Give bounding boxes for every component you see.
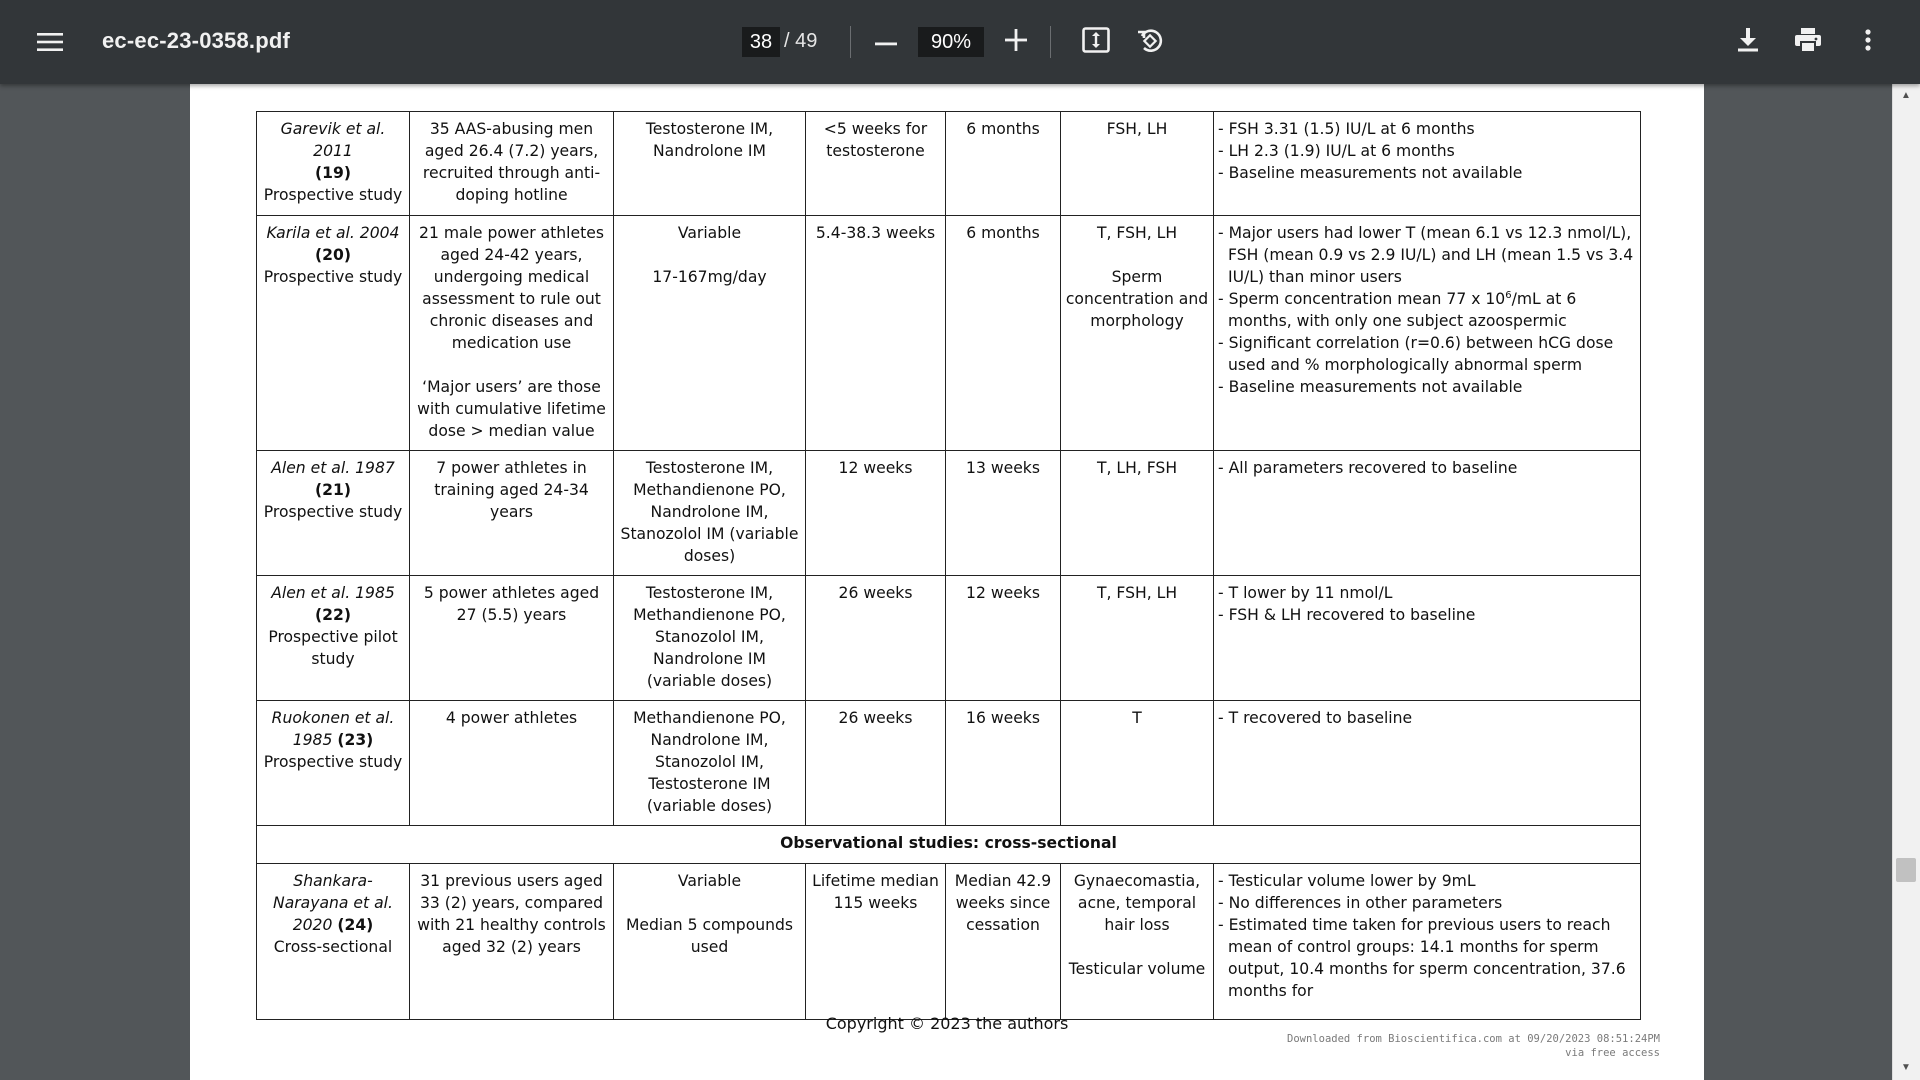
followup-cell: 12 weeks <box>946 576 1061 701</box>
scroll-up-arrow-icon[interactable]: ▲ <box>1901 89 1911 101</box>
scrollbar-thumb[interactable] <box>1896 858 1916 882</box>
aas-cell: Variable Median 5 compounds used <box>614 864 806 1020</box>
print-button[interactable] <box>1788 22 1828 62</box>
finding-item: - FSH & LH recovered to baseline <box>1218 606 1476 624</box>
aas-cell: Methandienone PO, Nandrolone IM, Stanozolol IM, Testosterone IM (variable doses) <box>614 701 806 826</box>
finding-item: - All parameters recovered to baseline <box>1218 459 1518 477</box>
zoom-out-button[interactable] <box>866 22 906 62</box>
duration-cell: <5 weeks for testosterone <box>806 112 946 216</box>
more-options-button[interactable] <box>1848 22 1888 62</box>
finding-item: - T lower by 11 nmol/L <box>1218 584 1393 602</box>
pdf-toolbar <box>0 0 1920 84</box>
finding-item: - Baseline measurements not available <box>1218 164 1523 182</box>
fit-to-page-icon <box>1082 27 1110 58</box>
outcomes-cell: FSH, LH <box>1061 112 1214 216</box>
aas-cell: Testosterone IM, Nandrolone IM <box>614 112 806 216</box>
table-row <box>257 112 1641 216</box>
table-row <box>257 576 1641 701</box>
duration-cell: 26 weeks <box>806 576 946 701</box>
population-cell: 21 male power athletes aged 24-42 years, undergoing medical assessment to rule out chronic diseases and medication use ‘Major users’ are those with cumulative lifetime dose > median value <box>410 216 614 451</box>
page-total: / 49 <box>784 30 818 52</box>
findings-cell <box>1214 864 1641 1020</box>
zoom-level-input[interactable]: 90% <box>918 27 984 57</box>
findings-cell <box>1214 216 1641 451</box>
print-icon <box>1795 28 1821 57</box>
rotate-icon <box>1136 26 1164 59</box>
finding-item: - Testicular volume lower by 9mL <box>1218 872 1476 890</box>
duration-cell: Lifetime median 115 weeks <box>806 864 946 1020</box>
hamburger-menu-icon[interactable] <box>28 22 72 62</box>
outcomes-cell: T <box>1061 701 1214 826</box>
outcomes-cell: T, LH, FSH <box>1061 451 1214 576</box>
population-cell: 31 previous users aged 33 (2) years, compared with 21 healthy controls aged 32 (2) years <box>410 864 614 1020</box>
rotate-button[interactable] <box>1130 22 1170 62</box>
finding-item: - Significant correlation (r=0.6) between hCG dose used and % morphologically abnormal sperm <box>1218 334 1614 374</box>
outcomes-cell: Gynaecomastia, acne, temporal hair loss Testicular volume <box>1061 864 1214 1020</box>
finding-item: - Baseline measurements not available <box>1218 378 1523 396</box>
followup-cell: 6 months <box>946 112 1061 216</box>
study-cell: Karila et al. 2004 (20) Prospective study <box>257 216 410 451</box>
followup-cell: 13 weeks <box>946 451 1061 576</box>
finding-item: - LH 2.3 (1.9) IU/L at 6 months <box>1218 142 1455 160</box>
finding-item: - No differences in other parameters <box>1218 894 1503 912</box>
aas-cell: Testosterone IM, Methandienone PO, Nandrolone IM, Stanozolol IM (variable doses) <box>614 451 806 576</box>
study-cell: Alen et al. 1987 (21) Prospective study <box>257 451 410 576</box>
zoom-in-button[interactable] <box>996 22 1036 62</box>
more-vert-icon <box>1865 29 1871 56</box>
outcomes-cell: T, FSH, LH Sperm concentration and morphology <box>1061 216 1214 451</box>
duration-cell: 26 weeks <box>806 701 946 826</box>
findings-cell <box>1214 451 1641 576</box>
population-cell: 7 power athletes in training aged 24-34 years <box>410 451 614 576</box>
population-cell: 5 power athletes aged 27 (5.5) years <box>410 576 614 701</box>
table-row <box>257 216 1641 451</box>
findings-cell <box>1214 576 1641 701</box>
findings-cell <box>1214 701 1641 826</box>
download-stamp: Downloaded from Bioscientifica.com at 09/20/2023 08:51:24PM via free access <box>1287 1033 1660 1059</box>
duration-cell: 5.4-38.3 weeks <box>806 216 946 451</box>
followup-cell: 6 months <box>946 216 1061 451</box>
toolbar-divider <box>1050 26 1051 58</box>
download-button[interactable] <box>1728 22 1768 62</box>
minus-icon <box>875 33 897 51</box>
population-cell: 35 AAS-abusing men aged 26.4 (7.2) years, recruited through anti-doping hotline <box>410 112 614 216</box>
table-row <box>257 864 1641 1020</box>
study-cell: Garevik et al. 2011 (19) Prospective study <box>257 112 410 216</box>
table-section-row <box>257 826 1641 864</box>
study-cell: Shankara-Narayana et al. 2020 (24) Cross-sectional <box>257 864 410 1020</box>
plus-icon <box>1005 29 1027 56</box>
outcomes-cell: T, FSH, LH <box>1061 576 1214 701</box>
study-cell: Alen et al. 1985 (22) Prospective pilot study <box>257 576 410 701</box>
findings-cell <box>1214 112 1641 216</box>
document-title: ec-ec-23-0358.pdf <box>102 28 291 53</box>
finding-item: - FSH 3.31 (1.5) IU/L at 6 months <box>1218 120 1475 138</box>
copyright-footer: Copyright © 2023 the authors <box>825 1014 1069 1033</box>
duration-cell: 12 weeks <box>806 451 946 576</box>
finding-item: - Major users had lower T (mean 6.1 vs 12.3 nmol/L), FSH (mean 0.9 vs 2.9 IU/L) and LH (mean 1.5 vs 3.4 IU/L) than minor users <box>1218 224 1634 286</box>
followup-cell: 16 weeks <box>946 701 1061 826</box>
studies-table <box>256 111 1641 1020</box>
finding-item: - Estimated time taken for previous users to reach mean of control groups: 14.1 months for sperm output, 10.4 months for sperm concentration, 37.6 months for <box>1218 916 1626 1000</box>
table-row <box>257 701 1641 826</box>
aas-cell: Variable 17-167mg/day <box>614 216 806 451</box>
finding-item: - T recovered to baseline <box>1218 709 1413 727</box>
page-number-input[interactable]: 38 <box>742 27 780 57</box>
toolbar-divider <box>850 26 851 58</box>
table-row <box>257 451 1641 576</box>
followup-cell: Median 42.9 weeks since cessation <box>946 864 1061 1020</box>
vertical-scrollbar[interactable] <box>1892 84 1920 1080</box>
section-header: Observational studies: cross-sectional <box>257 826 1641 864</box>
download-icon <box>1737 28 1759 57</box>
aas-cell: Testosterone IM, Methandienone PO, Stanozolol IM, Nandrolone IM (variable doses) <box>614 576 806 701</box>
finding-item: - Sperm concentration mean 77 x $10^6/mL$ at 6 months, with only one subject azoospermic <box>1218 289 1577 330</box>
pdf-page <box>190 84 1704 1080</box>
fit-to-page-button[interactable] <box>1076 22 1116 62</box>
study-cell: Ruokonen et al. 1985 (23) Prospective study <box>257 701 410 826</box>
scroll-down-arrow-icon[interactable]: ▼ <box>1901 1061 1911 1073</box>
population-cell: 4 power athletes <box>410 701 614 826</box>
